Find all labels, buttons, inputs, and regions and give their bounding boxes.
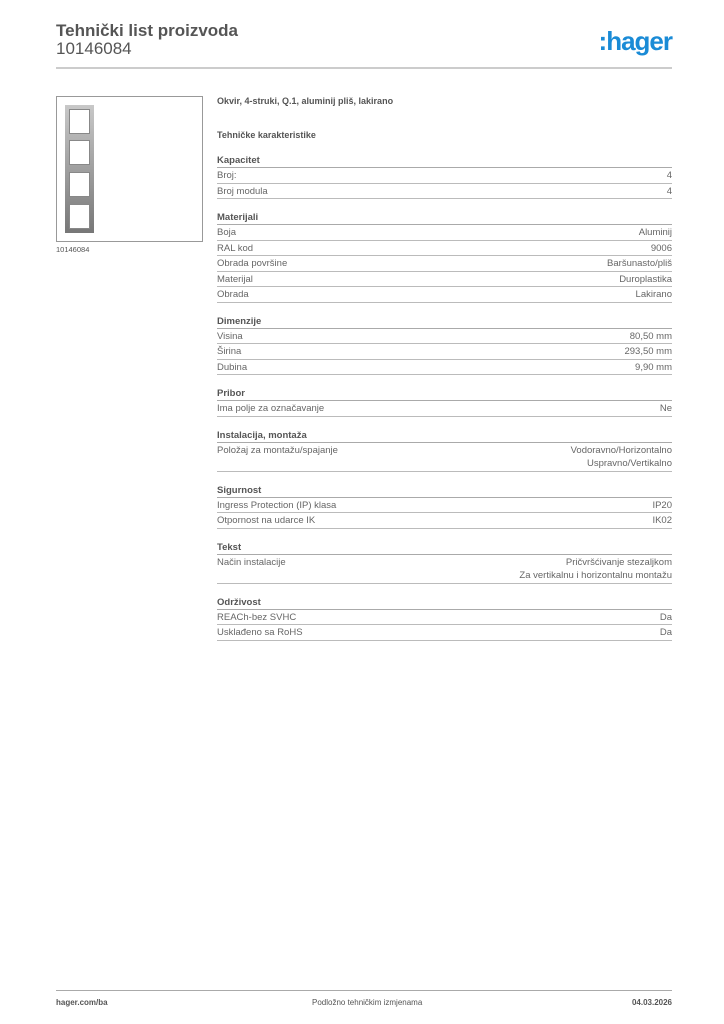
spec-value bbox=[667, 185, 672, 199]
spec-value-line: 4 bbox=[666, 185, 672, 197]
spec-section bbox=[217, 154, 672, 199]
spec-label: Visina bbox=[217, 330, 243, 342]
spec-value bbox=[519, 556, 672, 583]
document-title: Tehnički list proizvoda bbox=[56, 21, 238, 40]
document-number: 10146084 bbox=[56, 39, 132, 58]
frame-illustration bbox=[65, 105, 94, 233]
spec-value-line: IP20 bbox=[652, 499, 672, 511]
frame-slot bbox=[69, 140, 90, 165]
spec-value-line: Da bbox=[659, 627, 672, 638]
spec-sections bbox=[217, 154, 672, 641]
spec-row bbox=[217, 272, 672, 288]
spec-label: Ingress Protection (IP) klasa bbox=[217, 499, 337, 511]
spec-value-line: IK02 bbox=[652, 515, 672, 526]
spec-row bbox=[217, 287, 672, 303]
tech-heading: Tehničke karakteristike bbox=[217, 130, 316, 140]
section-title: Instalacija, montaža bbox=[217, 429, 672, 443]
spec-row bbox=[217, 225, 672, 241]
section-title: Pribor bbox=[217, 387, 672, 401]
product-title: Okvir, 4-struki, Q.1, aluminij pliš, lakirano bbox=[217, 96, 394, 106]
spec-value bbox=[652, 514, 672, 528]
spec-value bbox=[660, 402, 672, 416]
spec-value bbox=[639, 226, 672, 240]
spec-value bbox=[652, 499, 672, 513]
spec-section bbox=[217, 211, 672, 303]
spec-row bbox=[217, 498, 672, 514]
spec-value-line: Da bbox=[659, 611, 672, 623]
spec-label: Broj modula bbox=[217, 185, 268, 197]
spec-value-line: 4 bbox=[666, 170, 672, 181]
spec-label: Broj: bbox=[217, 170, 237, 181]
spec-value bbox=[667, 169, 672, 183]
spec-value-line: 293,50 mm bbox=[624, 346, 672, 357]
spec-row bbox=[217, 513, 672, 529]
frame-slot bbox=[69, 109, 90, 134]
spec-value bbox=[636, 288, 672, 302]
footer-website[interactable]: hager.com/ba bbox=[56, 998, 108, 1007]
spec-row bbox=[217, 555, 672, 584]
spec-value-line: Za vertikalnu i horizontalnu montažu bbox=[519, 570, 672, 581]
product-image bbox=[56, 96, 203, 242]
section-title: Sigurnost bbox=[217, 484, 672, 498]
spec-value bbox=[607, 257, 672, 271]
spec-value-line: 9006 bbox=[650, 242, 672, 254]
image-caption: 10146084 bbox=[56, 245, 90, 254]
spec-row bbox=[217, 625, 672, 641]
section-title: Održivost bbox=[217, 596, 672, 610]
spec-section bbox=[217, 387, 672, 417]
section-title: Tekst bbox=[217, 541, 672, 555]
section-title: Materijali bbox=[217, 211, 672, 225]
spec-label: Položaj za montažu/spajanje bbox=[217, 444, 338, 456]
footer-date: 04.03.2026 bbox=[631, 998, 672, 1007]
spec-section bbox=[217, 541, 672, 584]
spec-label: Dubina bbox=[217, 361, 248, 373]
spec-value-line: Vodoravno/Horizontalno bbox=[570, 444, 672, 456]
spec-row bbox=[217, 256, 672, 272]
spec-value bbox=[619, 273, 672, 287]
frame-slot bbox=[69, 204, 90, 229]
spec-value-line: Pričvršćivanje stezaljkom bbox=[565, 556, 672, 568]
spec-value bbox=[624, 345, 672, 359]
frame-slot bbox=[69, 172, 90, 197]
spec-row bbox=[217, 184, 672, 200]
spec-value-line: Baršunasto/pliš bbox=[607, 258, 672, 269]
spec-section bbox=[217, 429, 672, 472]
spec-row bbox=[217, 241, 672, 257]
spec-label: Ima polje za označavanje bbox=[217, 403, 325, 414]
header-divider bbox=[56, 67, 672, 69]
spec-content bbox=[217, 96, 672, 641]
spec-value bbox=[651, 242, 672, 256]
spec-value-line: Lakirano bbox=[635, 289, 672, 300]
hager-logo: :hager bbox=[598, 26, 672, 56]
spec-row bbox=[217, 401, 672, 417]
spec-value bbox=[660, 611, 672, 625]
footer-divider bbox=[56, 990, 672, 991]
spec-label: Obrada površine bbox=[217, 258, 288, 269]
spec-label: Način instalacije bbox=[217, 556, 286, 568]
footer-notice: Podložno tehničkim izmjenama bbox=[312, 998, 423, 1007]
spec-row bbox=[217, 344, 672, 360]
spec-label: Boja bbox=[217, 227, 237, 238]
spec-value-line: 9,90 mm bbox=[635, 361, 672, 373]
spec-row bbox=[217, 610, 672, 626]
spec-value bbox=[630, 330, 672, 344]
spec-value-line: Duroplastika bbox=[619, 273, 672, 285]
spec-label: Materijal bbox=[217, 273, 253, 285]
spec-row bbox=[217, 168, 672, 184]
spec-value bbox=[635, 361, 672, 375]
spec-value bbox=[571, 444, 672, 471]
spec-value-line: Uspravno/Vertikalno bbox=[586, 458, 672, 469]
spec-label: RAL kod bbox=[217, 242, 254, 254]
spec-label: Obrada bbox=[217, 289, 249, 300]
spec-row bbox=[217, 329, 672, 345]
spec-label: Otpornost na udarce IK bbox=[217, 515, 316, 526]
section-title: Kapacitet bbox=[217, 154, 672, 168]
section-title: Dimenzije bbox=[217, 315, 672, 329]
spec-section bbox=[217, 484, 672, 529]
spec-value-line: 80,50 mm bbox=[629, 330, 672, 342]
spec-row bbox=[217, 360, 672, 376]
spec-label: Širina bbox=[217, 346, 242, 357]
spec-row bbox=[217, 443, 672, 472]
spec-value bbox=[660, 626, 672, 640]
spec-section bbox=[217, 596, 672, 641]
spec-label: REACh-bez SVHC bbox=[217, 611, 297, 623]
spec-label: Usklađeno sa RoHS bbox=[217, 627, 303, 638]
spec-value-line: Ne bbox=[659, 403, 672, 414]
spec-value-line: Aluminij bbox=[638, 227, 672, 238]
spec-section bbox=[217, 315, 672, 376]
